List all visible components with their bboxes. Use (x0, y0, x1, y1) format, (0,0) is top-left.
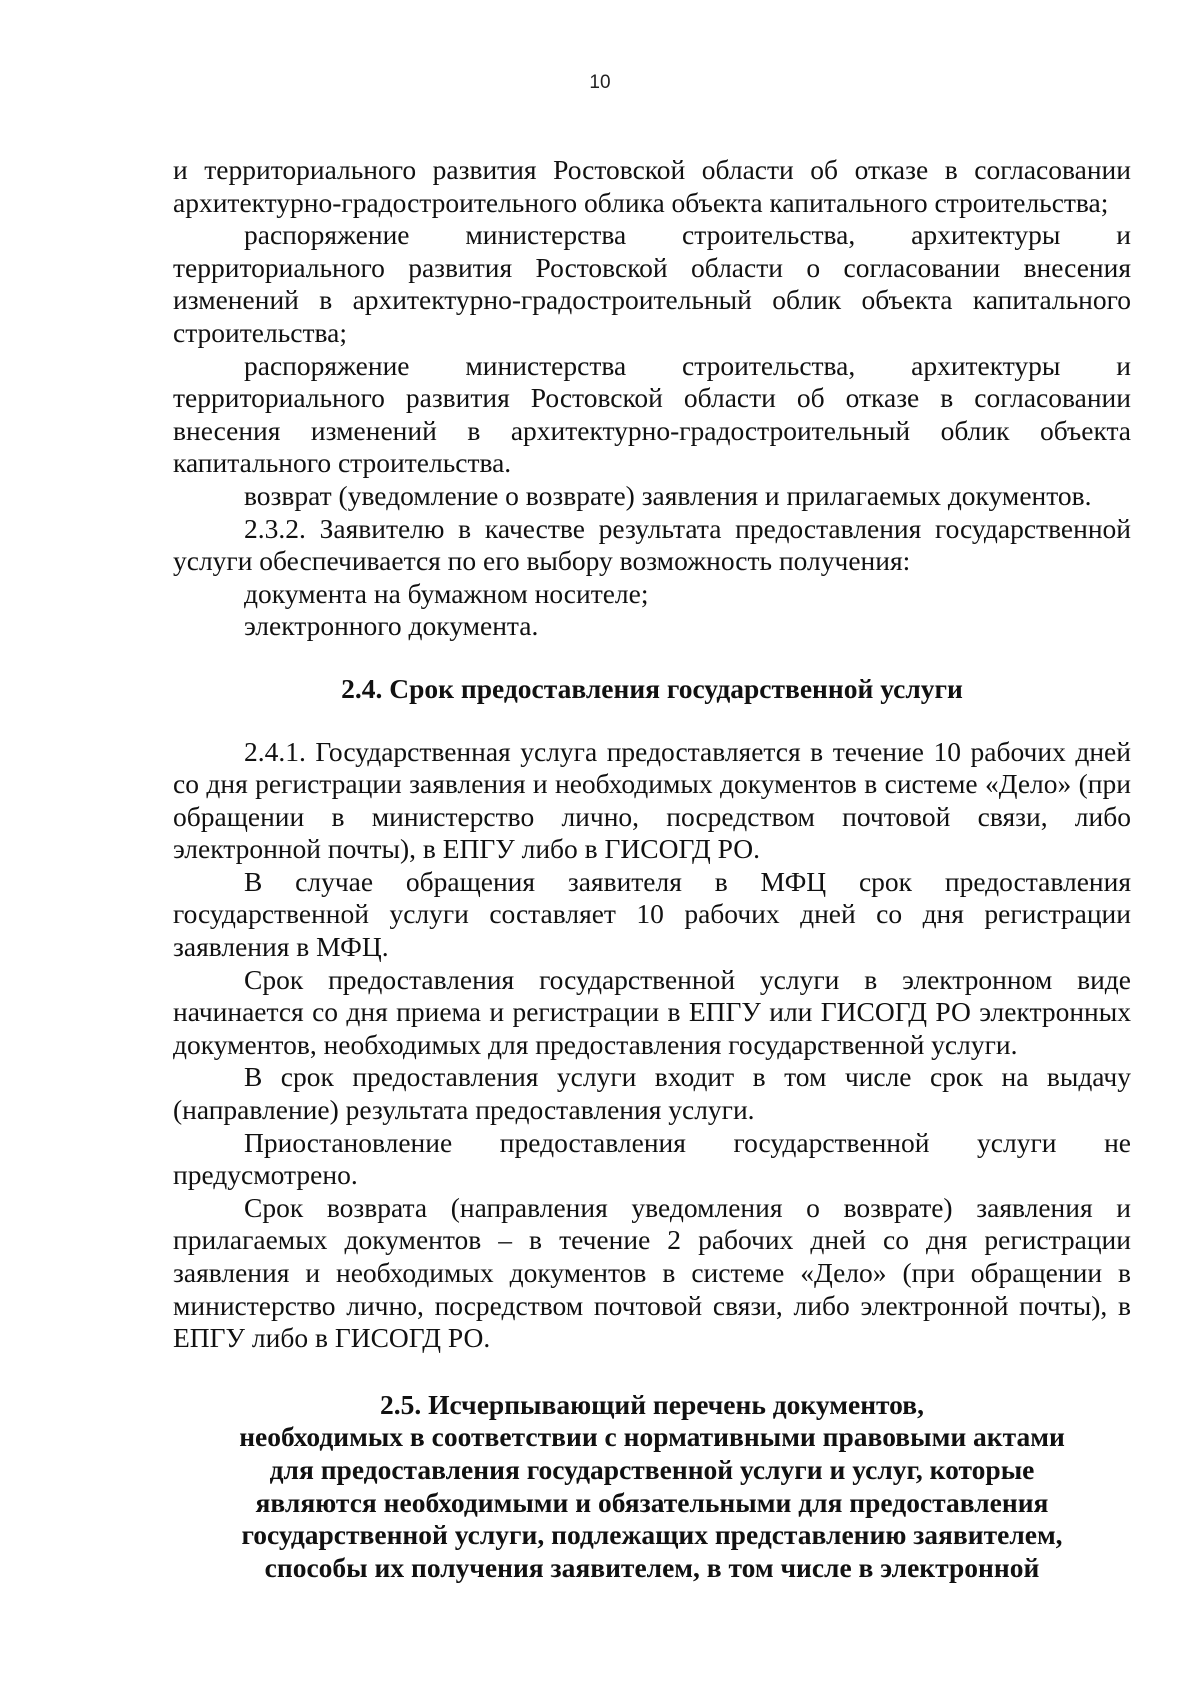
section-heading-2-4: 2.4. Срок предоставления государственной услуги (341, 672, 963, 704)
heading-line: способы их получения заявителем, в том числе в электронной (264, 1551, 1040, 1583)
paragraph-order-refusal-changes: распоряжение министерства строительства, архитектуры и территориального развития Ростовской области об отказе в согласовании внесения изменений в архитектурно-градостроительный облик объекта капитального строительства. (173, 349, 1131, 479)
paragraph-electronic-term: Срок предоставления государственной услуги в электронном виде начинается со дня приема и регистрации в ЕПГУ или ГИСОГД РО электронных документов, необходимых для предоставления государственной услуги. (173, 963, 1131, 1060)
paragraph-2-3-2: 2.3.2. Заявителю в качестве результата предоставления государственной услуги обеспечивается по его выбору возможность получения: (173, 512, 1131, 577)
document-body (173, 154, 1131, 1584)
paragraph-suspension: Приостановление предоставления государственной услуги не предусмотрено. (173, 1126, 1131, 1191)
heading-line: для предоставления государственной услуги и услуг, которые (269, 1453, 1035, 1485)
paragraph-issuance-term: В срок предоставления услуги входит в том числе срок на выдачу (направление) результата предоставления услуги. (173, 1061, 1131, 1126)
heading-line: 2.5. Исчерпывающий перечень документов, (380, 1388, 924, 1420)
heading-line: необходимых в соответствии с нормативными правовыми актами (239, 1421, 1065, 1453)
paragraph-continuation: и территориального развития Ростовской области об отказе в согласовании архитектурно-градостроительного облика объекта капитального строительства; (173, 154, 1131, 218)
paragraph-electronic-document: электронного документа. (244, 610, 539, 642)
paragraph-mfc-term: В случае обращения заявителя в МФЦ срок предоставления государственной услуги составляет 10 рабочих дней со дня регистрации заявления в МФЦ. (173, 865, 1131, 963)
page-number: 10 (589, 72, 611, 93)
heading-line: государственной услуги, подлежащих представлению заявителем, (241, 1519, 1063, 1551)
heading-line: являются необходимыми и обязательными для предоставления (255, 1486, 1049, 1518)
section-heading-2-5 (173, 1389, 1131, 1585)
paragraph-paper-document: документа на бумажном носителе; (244, 577, 649, 609)
paragraph-order-approval-changes: распоряжение министерства строительства, архитектуры и территориального развития Ростовской области о согласовании внесения изменений в архитектурно-градостроительный облик объекта капитального строительства; (173, 219, 1131, 348)
paragraph-2-4-1: 2.4.1. Государственная услуга предоставляется в течение 10 рабочих дней со дня регистрации заявления и необходимых документов в системе «Дело» (при обращении в министерство лично, посредством почтовой связи, либо электронной почты), в ЕПГУ либо в ГИСОГД РО. (173, 735, 1131, 865)
paragraph-return-notice: возврат (уведомление о возврате) заявления и прилагаемых документов. (244, 479, 1092, 511)
paragraph-return-term: Срок возврата (направления уведомления о возврате) заявления и прилагаемых документов – в течение 2 рабочих дней со дня регистрации заявления и необходимых документов в системе «Дело» (при обращении в министерство лично, посредством почтовой связи, либо электронной почты), в ЕПГУ либо в ГИСОГД РО. (173, 1191, 1131, 1354)
